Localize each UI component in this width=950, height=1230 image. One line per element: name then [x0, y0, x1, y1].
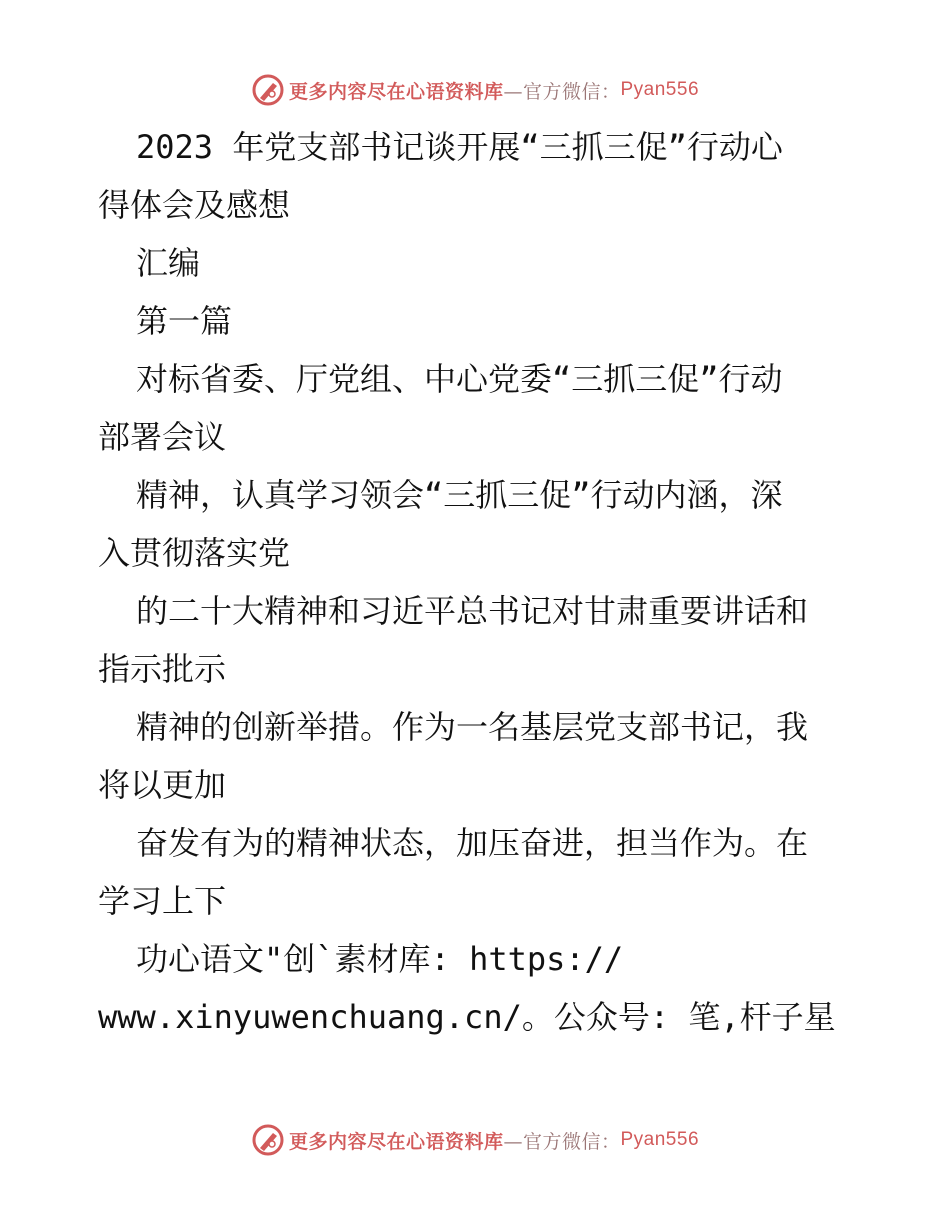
banner-wechat-id: Pyan556 [620, 1129, 700, 1150]
header-banner [0, 70, 950, 110]
banner-wechat-label: —官方微信： [503, 80, 621, 103]
banner-wechat-label: —官方微信： [503, 1130, 621, 1153]
doc-line: 精神的创新举措。作为一名基层党支部书记，我 [136, 708, 809, 746]
doc-line: 部署会议 [98, 418, 227, 456]
doc-line: 指示批示 [98, 650, 227, 688]
doc-line: 对标省委、厅党组、中心党委“三抓三促”行动 [136, 360, 783, 398]
pen-logo-icon [251, 1123, 285, 1157]
doc-line: 2023 年党支部书记谈开展“三抓三促”行动心 [136, 128, 783, 166]
doc-line: 汇编 [136, 244, 201, 282]
doc-line: 得体会及感想 [98, 186, 291, 224]
doc-line: 学习上下 [98, 882, 227, 920]
banner-title: 更多内容尽在心语资料库 [288, 80, 504, 103]
doc-line: 入贯彻落实党 [98, 534, 291, 572]
doc-line: 的二十大精神和习近平总书记对甘肃重要讲话和 [136, 592, 809, 630]
banner-wechat-id: Pyan556 [620, 79, 700, 100]
doc-line: www.xinyuwenchuang.cn/。公众号: 笔,杆子星 [98, 998, 836, 1036]
doc-line: 奋发有为的精神状态，加压奋进，担当作为。在 [136, 824, 809, 862]
doc-line: 将以更加 [98, 766, 227, 804]
doc-line: 精神，认真学习领会“三抓三促”行动内涵，深 [136, 476, 783, 514]
footer-banner [0, 1120, 950, 1160]
banner-title: 更多内容尽在心语资料库 [288, 1130, 504, 1153]
pen-logo-icon [251, 73, 285, 107]
document-body [98, 118, 858, 1046]
doc-line: 第一篇 [136, 302, 233, 340]
doc-line: 功心语文"创`素材库: https:// [136, 940, 624, 978]
